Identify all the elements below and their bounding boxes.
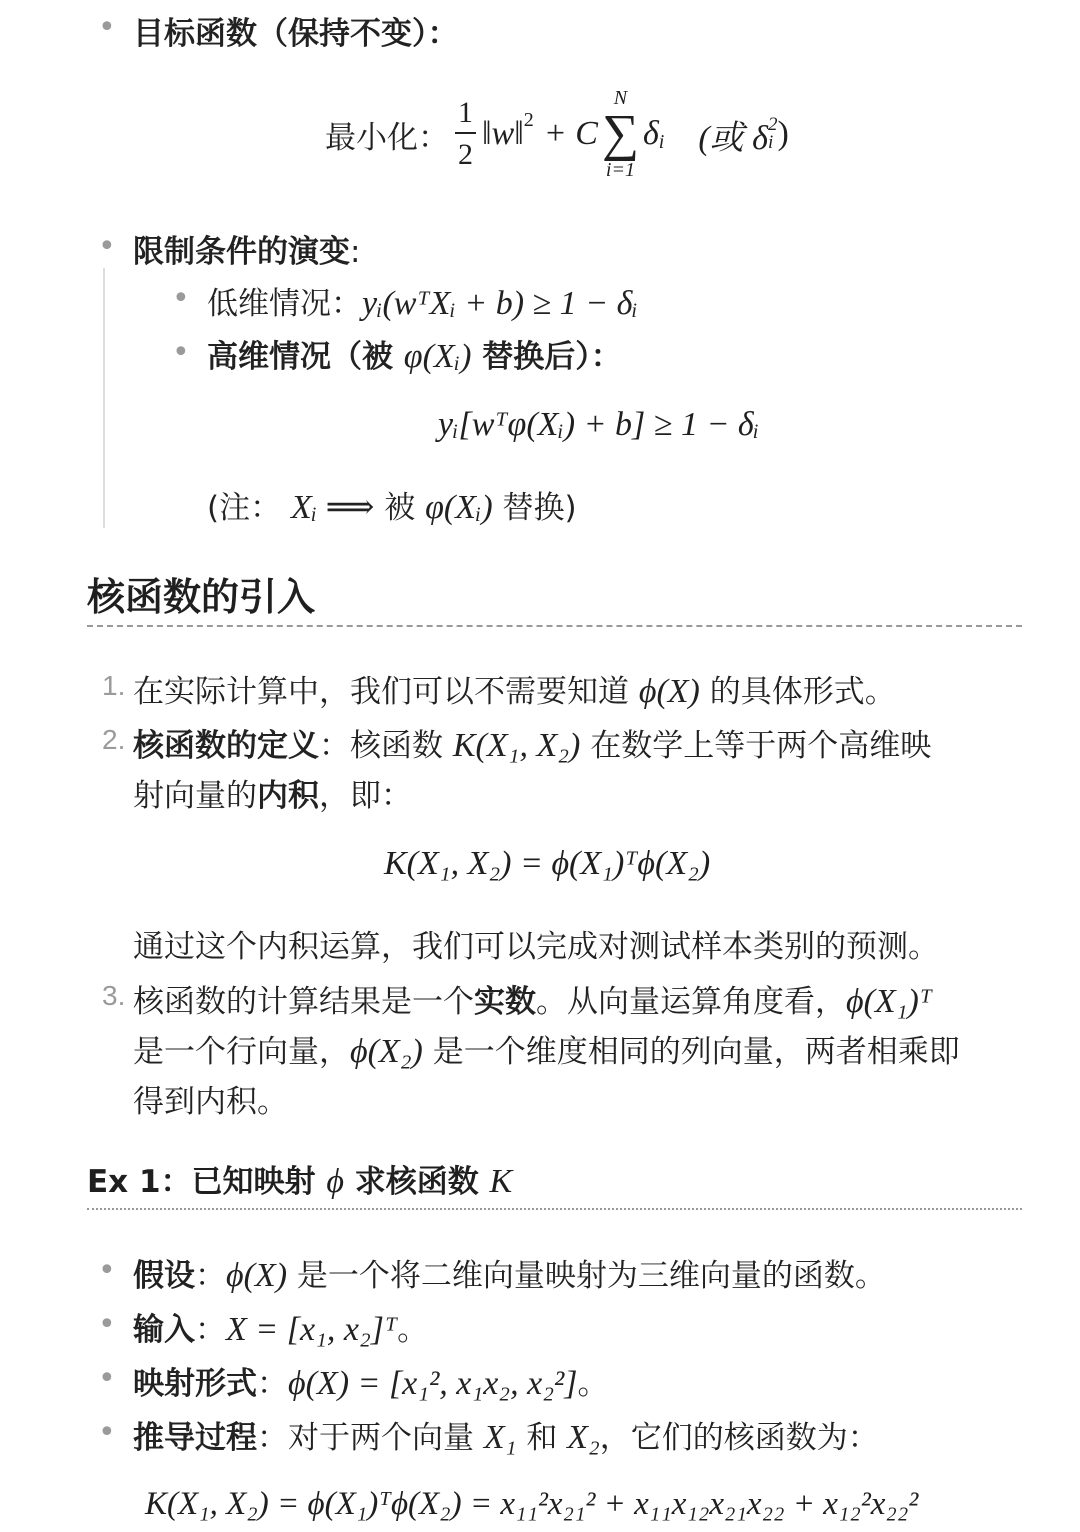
constraints-label: 限制条件的演变: [133, 234, 350, 270]
sum-symbol: ∑: [601, 105, 639, 162]
objective-fraction: [455, 98, 476, 170]
list-number: 1.: [102, 670, 126, 701]
low-dim-formula: yᵢ(wᵀXᵢ + b) ≥ 1 − δᵢ: [362, 285, 638, 322]
delta-term: δ: [642, 115, 659, 152]
high-dim-label-a: 高维情况（被: [207, 339, 393, 375]
summation: [602, 88, 639, 180]
example-heading-a: Ex 1：已知映射: [87, 1164, 316, 1200]
item3-text-b: 。从向量运算角度看，: [536, 984, 846, 1020]
final-kernel-formula: K(X₁, X₂) = ϕ(X₁)ᵀϕ(X₂) = x₁₁²x₂₁² + x₁₁x₁₂x₂₁x₂₂ + x₁₂²x₂₂²: [145, 1486, 919, 1522]
item1-math: ϕ(X): [638, 673, 700, 710]
ex4-text-a: ：对于两个向量: [257, 1420, 474, 1456]
ex4-math: X₁: [483, 1419, 517, 1456]
ex2-text-b: 。: [397, 1312, 429, 1348]
ex3-text-a: ：: [257, 1366, 288, 1402]
ex4-text-c: ，它们的核函数为：: [599, 1420, 879, 1456]
objective-formula: 最小化： $\frac{1}{2}$ ‖w‖ $^2$ + C N ∑ i=1 δ $_i$ (或 δ 2 i ): [325, 87, 789, 181]
ex4-text-b: 和: [526, 1420, 558, 1456]
note-math: Xᵢ ⟹: [290, 489, 375, 526]
plus-c: + C: [543, 115, 598, 152]
item1-text-b: 的具体形式。: [709, 674, 896, 710]
substitution-note: [207, 482, 577, 527]
ex1-math: ϕ(X): [226, 1257, 288, 1294]
alt-scripts: [768, 116, 778, 152]
list-number: 3.: [102, 980, 126, 1011]
item3-line2-math: ϕ(X₂): [350, 1033, 423, 1070]
nested-list-bar: [103, 268, 105, 528]
ex3-bold: 映射形式: [133, 1366, 257, 1402]
bullet-dot: •: [98, 1307, 116, 1342]
item3-line2-a: 是一个行向量，: [133, 1034, 350, 1070]
ex1-text-b: 是一个将二维向量映射为三维向量的函数。: [296, 1258, 886, 1294]
high-dim-label-math: φ(Xᵢ): [403, 338, 472, 375]
low-dim-label: 低维情况：: [207, 286, 362, 322]
ex3-text-b: 。: [577, 1366, 609, 1402]
note-math2: φ(Xᵢ): [425, 489, 493, 526]
note-close: 替换): [502, 490, 577, 526]
kernel-after-text: 通过这个内积运算，我们可以完成对测试样本类别的预测。: [133, 929, 939, 965]
alt-sub: i: [768, 132, 774, 153]
section-divider: [87, 625, 1022, 627]
item1-text-a: 在实际计算中，我们可以不需要知道: [133, 674, 629, 710]
alt-sup: 2: [768, 114, 778, 135]
note-open: (注：: [207, 490, 282, 526]
fraction-numerator: 1: [455, 98, 476, 134]
sum-upper: N: [613, 87, 628, 109]
bullet-dot: •: [98, 1253, 116, 1288]
bullet-dot: •: [98, 229, 116, 264]
bullet-dot: •: [98, 1361, 116, 1396]
kernel-formula: K(X₁, X₂) = ϕ(X₁)ᵀϕ(X₂): [384, 845, 711, 882]
item3-line2-b: 是一个维度相同的列向量，两者相乘即: [432, 1034, 960, 1070]
item2-math: K(X₁, X₂): [452, 727, 581, 764]
list-item-2: [133, 720, 931, 765]
list-number: 2.: [102, 724, 126, 755]
list-item-2-line2: [133, 770, 412, 815]
norm-term: ‖w‖: [482, 115, 524, 152]
item2-line2-b: ，即：: [319, 778, 412, 814]
list-item-3-line3: 得到内积。: [133, 1084, 288, 1120]
fraction-denominator: 2: [458, 138, 473, 171]
item2-line2-bold: 内积: [257, 778, 319, 814]
bullet-dot: •: [98, 10, 116, 45]
list-item-3: [133, 976, 932, 1021]
item2-text-a: ：核函数: [319, 728, 443, 764]
list-item-3-line2: [133, 1026, 960, 1071]
ex4-math2: X₂: [567, 1419, 600, 1456]
example-heading-b: 求核函数: [354, 1164, 479, 1200]
item2-bold: 核函数的定义: [133, 728, 319, 764]
ex2-math: X = [x₁, x₂]ᵀ: [226, 1311, 398, 1348]
high-dim-formula: yᵢ[wᵀφ(Xᵢ) + b] ≥ 1 − δᵢ: [438, 406, 760, 443]
example-item-input: [133, 1304, 428, 1349]
item3-bold: 实数: [474, 984, 536, 1020]
alt-close: ): [777, 115, 789, 152]
example-heading-m2: K: [489, 1163, 513, 1200]
bullet-dot: •: [172, 281, 190, 316]
item3-math: ϕ(X₁)ᵀ: [846, 983, 932, 1020]
example-divider: [87, 1208, 1022, 1210]
bullet-dot: •: [98, 1415, 116, 1450]
low-dim-line: [207, 278, 638, 323]
bullet-dot: •: [172, 335, 190, 370]
sum-lower: i=1: [605, 159, 635, 181]
example-heading-m1: ϕ: [326, 1163, 344, 1200]
note-mid: 被: [384, 490, 416, 526]
high-dim-label-b: 替换后）：: [482, 339, 622, 375]
item2-line2-a: 射向量的: [133, 778, 257, 814]
example-item-assume: [133, 1250, 886, 1295]
item3-text-a: 核函数的计算结果是一个: [133, 984, 474, 1020]
ex4-bold: 推导过程: [133, 1420, 257, 1456]
list-item-1: [133, 666, 896, 711]
ex1-bold: 假设: [133, 1258, 195, 1294]
objective-label: 目标函数（保持不变）：: [133, 16, 459, 52]
item2-text-b: 在数学上等于两个高维映: [590, 728, 932, 764]
ex2-text-a: ：: [195, 1312, 226, 1348]
ex3-math: ϕ(X) = [x₁², x₁x₂, x₂²]: [288, 1365, 578, 1402]
high-dim-line: [207, 331, 622, 376]
example-heading: [87, 1156, 512, 1201]
constraints-heading: [133, 226, 360, 271]
section-heading: 核函数的引入: [87, 575, 316, 619]
example-item-mapping: [133, 1358, 608, 1403]
ex2-bold: 输入: [133, 1312, 195, 1348]
objective-prefix: 最小化：: [325, 119, 449, 156]
ex1-text-a: ：: [195, 1258, 226, 1294]
constraints-colon: :: [350, 234, 361, 270]
alt-open: (或 δ: [698, 119, 768, 157]
example-item-derivation: [133, 1412, 879, 1457]
